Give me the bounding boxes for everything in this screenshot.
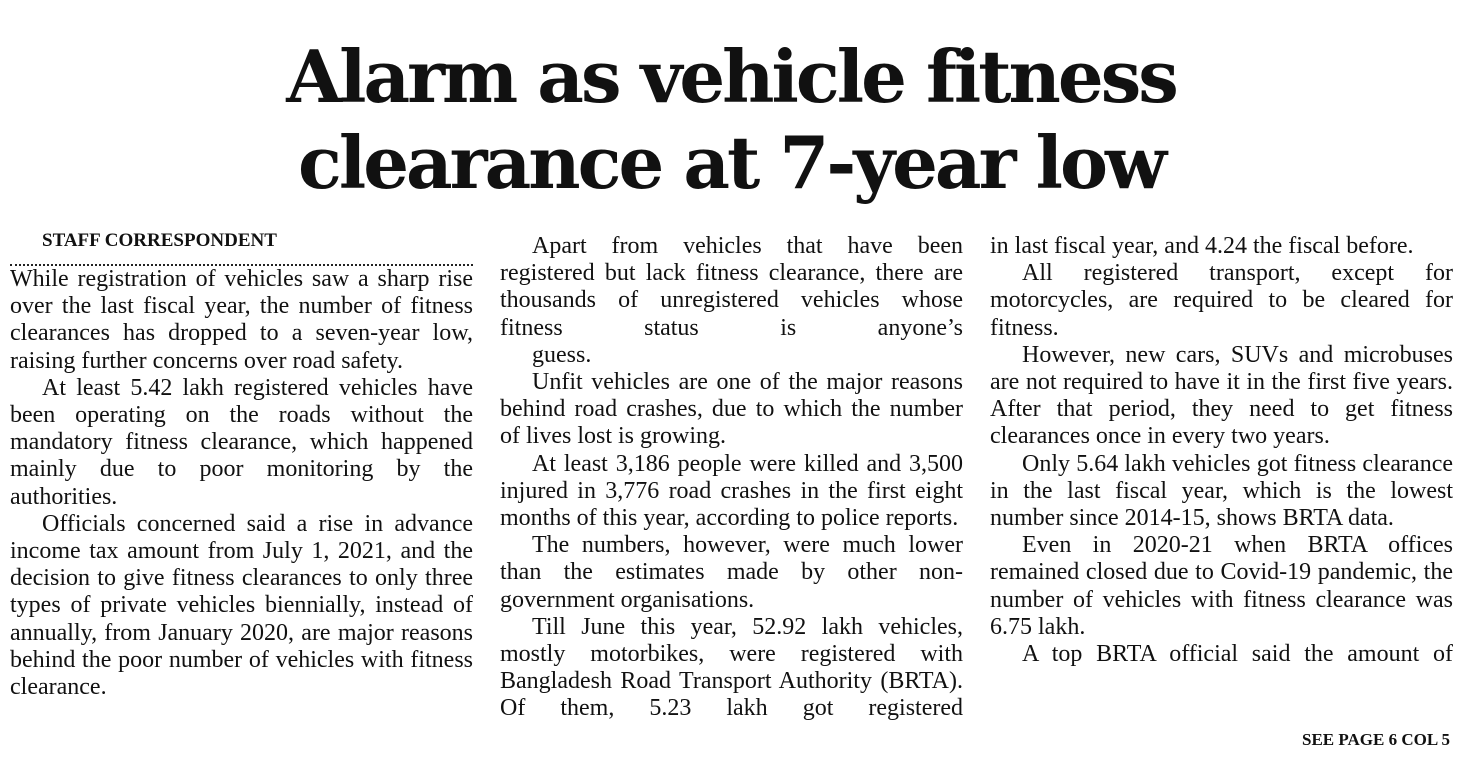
- paragraph: At least 3,186 people were killed and 3,500 injured in 3,776 road crashes in the first eight months of this year, according to police reports.: [500, 450, 963, 532]
- paragraph: All registered transport, except for motorcycles, are required to be cleared for fitness.: [990, 260, 1453, 341]
- paragraph: Till June this year, 52.92 lakh vehicles, mostly motorbikes, were registered with Bangladesh Road Transport Authority (BRTA). Of them, 5.23 lakh got registered: [500, 613, 963, 722]
- paragraph: Only 5.64 lakh vehicles got fitness clearance in the last fiscal year, which is the lowest number since 2014-15, shows BRTA data.: [990, 450, 1453, 532]
- paragraph: Unfit vehicles are one of the major reasons behind road crashes, due to which the number of lives lost is growing.: [500, 369, 963, 450]
- paragraph: At least 5.42 lakh registered vehicles have been operating on the roads without the mandatory fitness clearance, which happened mainly due to poor monitoring by the authorities.: [10, 374, 473, 510]
- article-column-2: [500, 233, 963, 723]
- paragraph: in last fiscal year, and 4.24 the fiscal before.: [990, 233, 1414, 259]
- byline: STAFF CORRESPONDENT: [10, 228, 473, 266]
- paragraph: guess.: [532, 341, 592, 368]
- paragraph: Apart from vehicles that have been registered but lack fitness clearance, there are thousands of unregistered vehicles whose fitness status is anyone’s: [500, 233, 963, 341]
- headline-line-2: clearance at 7-year low: [298, 120, 1164, 205]
- paragraph: While registration of vehicles saw a sharp rise over the last fiscal year, the number of fitness clearances has dropped to a seven-year low, raising further concerns over road safety.: [10, 266, 473, 374]
- paragraph: However, new cars, SUVs and microbuses are not required to have it in the first five years. After that period, they need to get fitness clearances once in every two years.: [990, 341, 1453, 450]
- continuation-jump: SEE PAGE 6 COL 5: [1302, 730, 1450, 749]
- paragraph: The numbers, however, were much lower than the estimates made by other non-government organisations.: [500, 532, 963, 613]
- paragraph: Even in 2020-21 when BRTA offices remained closed due to Covid-19 pandemic, the number of vehicles with fitness clearance was 6.75 lakh.: [990, 532, 1453, 640]
- paragraph: A top BRTA official said the amount of: [1022, 641, 1453, 668]
- headline-line-1: Alarm as vehicle fitness: [286, 34, 1176, 119]
- article-column-3: [990, 233, 1453, 668]
- article-column-1: [10, 228, 473, 701]
- paragraph: Officials concerned said a rise in advance income tax amount from July 1, 2021, and the decision to give fitness clearances to only three types of private vehicles biennially, instead of annually, from January 2020, are major reasons behind the poor number of vehicles with fitness clearance.: [10, 510, 473, 701]
- headline: [0, 34, 1462, 206]
